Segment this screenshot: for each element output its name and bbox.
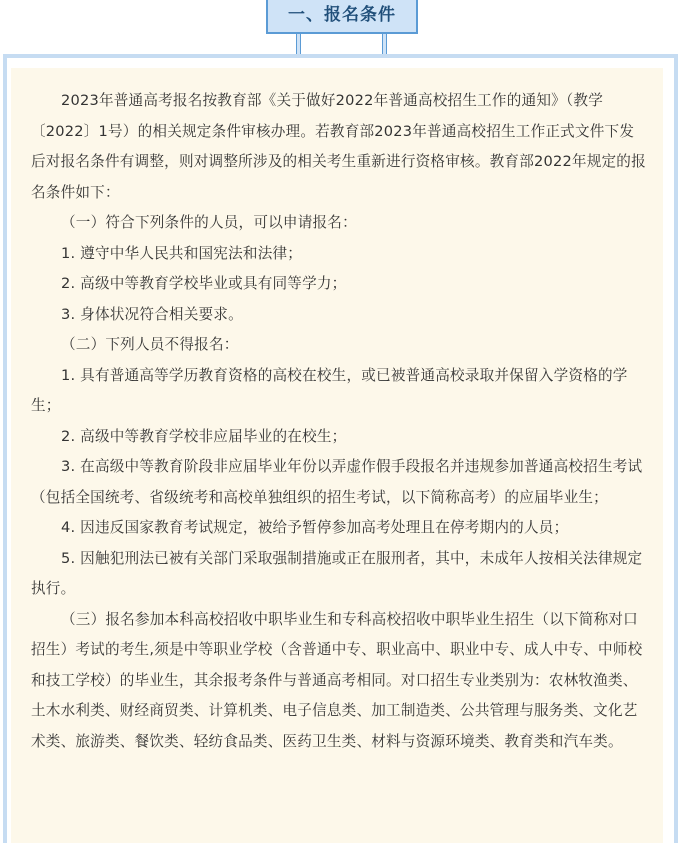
content-panel [11,68,663,843]
exclusion-item: 5. 因触犯刑法已被有关部门采取强制措施或正在服刑者，其中，未成年人按相关法律规定执行。 [31,549,643,597]
condition-item: 2. 高级中等教育学校毕业或具有同等学力； [61,275,347,292]
section-title: 一、报名条件 [266,0,418,34]
condition-item: 1. 遵守中华人民共和国宪法和法律； [61,244,303,262]
header-connector-left [296,34,301,56]
condition-heading-3: （三）报名参加本科高校招收中职毕业生和专科高校招收中职毕业生招生（以下简称对口招生）考试的考生,须是中等职业学校（含普通中专、职业高中、职业中专、成人中专、中师校和技工学校）的毕业生，其余报考条件与普通高考相同。对口招生专业类别为：农林牧渔类、土木水利类、财经商贸类、计算机类、电子信息类、加工制造类、公共管理与服务类、文化艺术类、旅游类、餐饮类、轻纺食品类、医药卫生类、材料与资源环境类、教育类和汽车类。 [31,610,643,750]
intro-paragraph: 2023年普通高考报名按教育部《关于做好2022年普通高校招生工作的通知》（教学〔2022〕1号）的相关规定条件审核办理。若教育部2023年普通高校招生工作正式文件下发后对报名条件有调整，则对调整所涉及的相关考生重新进行资格审核。教育部2022年规定的报名条件如下： [31,92,646,201]
exclusion-item: 1. 具有普通高等学历教育资格的高校在校生，或已被普通高校录取并保留入学资格的学生； [31,366,628,414]
exclusion-item: 4. 因违反国家教育考试规定，被给予暂停参加高考处理且在停考期内的人员； [61,519,569,536]
condition-item: 3. 身体状况符合相关要求。 [61,305,243,323]
exclusion-item: 3. 在高级中等教育阶段非应届毕业年份以弄虚作假手段报名并违规参加普通高校招生考试（包括全国统考、省级统考和高校单独组织的招生考试，以下简称高考）的应届毕业生； [31,458,643,506]
exclusion-item: 2. 高级中等教育学校非应届毕业的在校生； [61,427,347,445]
condition-heading-2: （二）下列人员不得报名： [61,336,239,353]
condition-heading-1: （一）符合下列条件的人员，可以申请报名： [61,214,357,231]
header-connector-right [382,34,387,56]
